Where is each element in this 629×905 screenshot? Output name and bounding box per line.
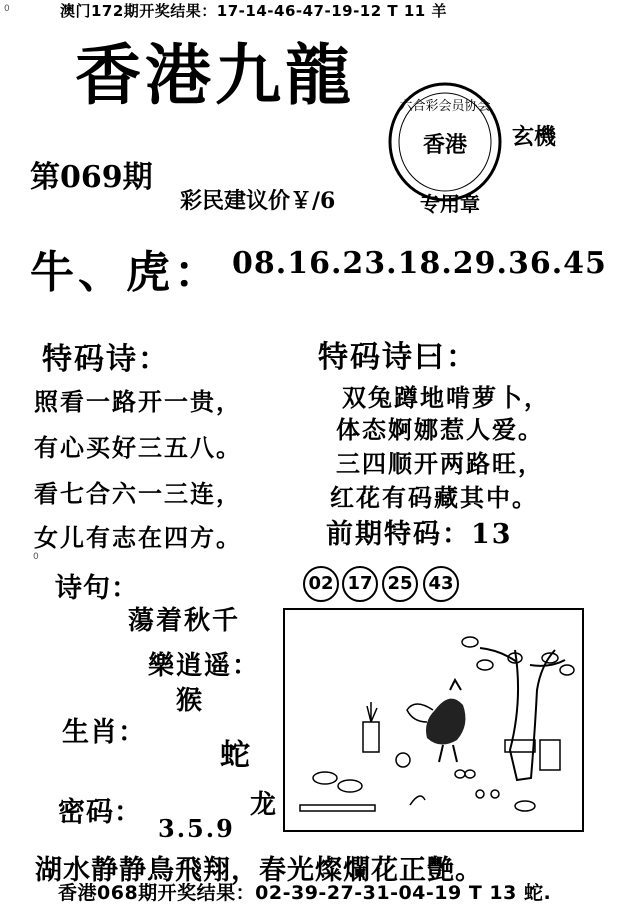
issue-number: 第069期 <box>30 160 153 195</box>
number-ball: 25 <box>382 566 418 602</box>
number-ball: 17 <box>342 566 378 602</box>
illustration-panel <box>283 608 584 832</box>
previous-special-number: 前期特码：13 <box>326 519 513 550</box>
suggested-price: 彩民建议价￥/6 <box>180 188 336 214</box>
corner-mark: 0 <box>4 4 10 14</box>
right-poem-line: 双兔蹲地啃萝卜， <box>342 383 550 412</box>
zodiac-hint-value: 蛇 <box>220 738 252 773</box>
verse-line: 蕩着秋千 <box>128 606 241 636</box>
rooster-tree-illustration <box>285 610 582 830</box>
right-poem-line: 红花有码藏其中。 <box>330 483 538 512</box>
bottom-couplet: 湖水静静鳥飛翔，春光燦爛花正艷。 <box>35 855 483 886</box>
stamp-side-text: 玄機 <box>512 124 557 150</box>
right-poem-line: 体态婀娜惹人爱。 <box>336 415 544 444</box>
zodiac-hint-value: 龙 <box>250 790 279 820</box>
number-picks: 08.16.23.18.29.36.45 <box>232 246 607 281</box>
left-poem-line: 女儿有志在四方。 <box>34 523 242 552</box>
left-poem-line: 照看一路开一贵， <box>34 387 242 416</box>
zodiac-hint-value: 猴 <box>176 686 205 716</box>
top-result-banner: 澳门172期开奖结果：17-14-46-47-19-12 T 11 羊 <box>60 2 447 20</box>
stamp-center-text: 香港 <box>422 132 468 158</box>
left-poem-title: 特码诗： <box>42 342 170 377</box>
secret-code-value: 3.5.9 <box>158 814 235 843</box>
verse-line: 樂逍遥： <box>148 651 261 681</box>
corner-mark: 0 <box>33 552 39 562</box>
zodiac-pick: 牛、虎： <box>30 247 222 298</box>
official-stamp <box>386 80 504 204</box>
number-ball: 02 <box>303 566 339 602</box>
right-poem-title: 特码诗曰： <box>318 340 478 375</box>
left-poem-line: 有心买好三五八。 <box>34 433 242 462</box>
verse-label: 诗句： <box>55 573 139 604</box>
masthead-title: 香港九龍 <box>75 36 355 114</box>
bottom-result-banner: 香港068期开奖结果：02-39-27-31-04-19 T 13 蛇. <box>58 882 552 904</box>
right-poem-line: 三四顺开两路旺， <box>336 449 544 478</box>
left-poem-line: 看七合六一三连， <box>34 479 242 508</box>
stamp-ring-text: 六合彩会员协会 <box>399 99 491 114</box>
number-ball: 43 <box>423 566 459 602</box>
stamp-bottom-text: 专用章 <box>420 192 480 216</box>
zodiac-hint-label: 生肖： <box>62 717 146 748</box>
secret-code-label: 密码： <box>58 797 142 828</box>
